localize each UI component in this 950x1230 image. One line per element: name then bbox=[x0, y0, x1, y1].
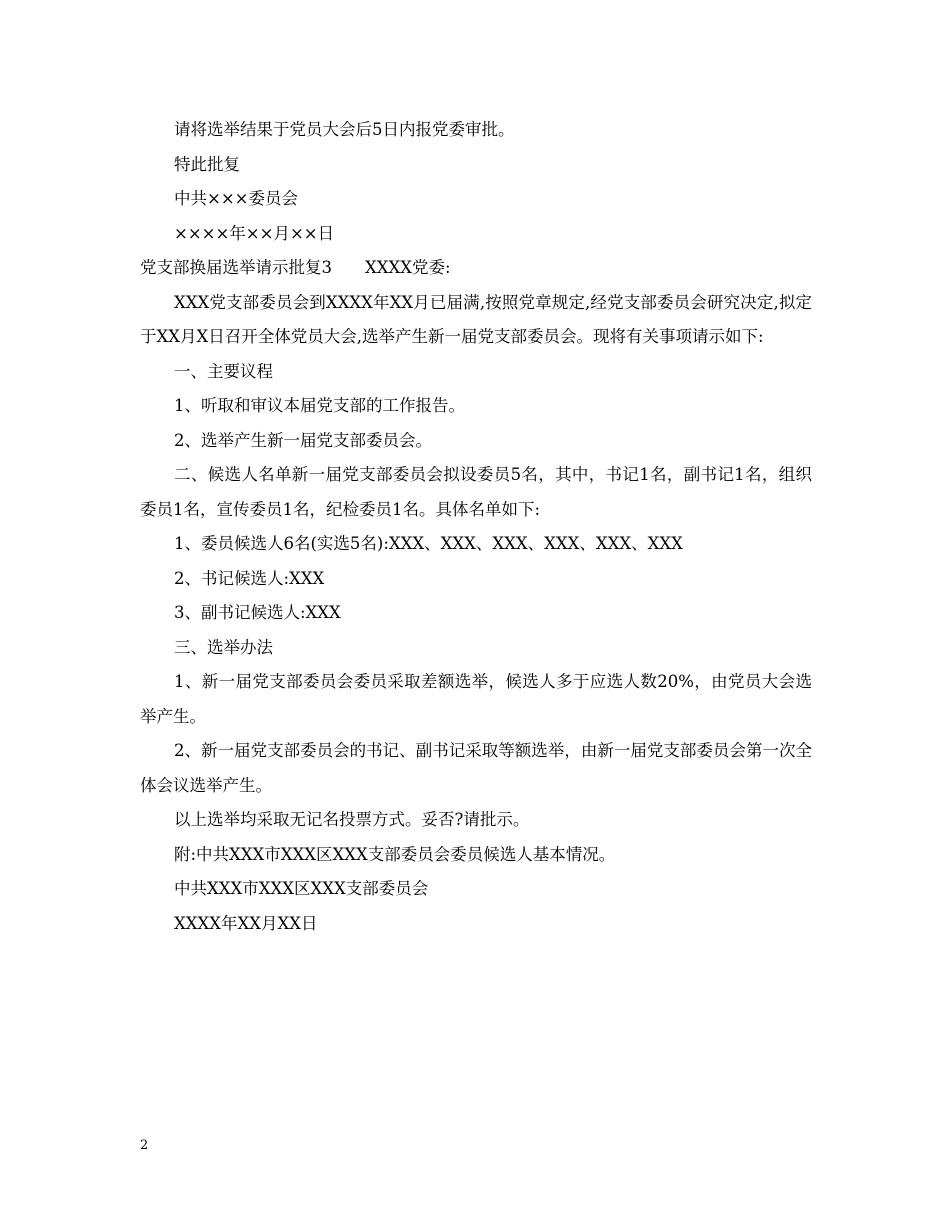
paragraph-issuer-committee: 中共×××委员会 bbox=[174, 189, 298, 208]
paragraph-election-method-heading: 三、选举办法 bbox=[174, 637, 273, 657]
document-body bbox=[140, 113, 812, 941]
paragraph-issue-date: ××××年××月××日 bbox=[174, 223, 335, 243]
paragraph-candidate-secretary: 2、书记候选人:XXX bbox=[174, 568, 325, 588]
paragraph-agenda-heading: 一、主要议程 bbox=[174, 361, 273, 381]
paragraph-candidates-heading: 二、候选人名单新一届党支部委员会拟设委员5名，其中，书记1名，副书记1名，组织委员1名，宣传委员1名，纪检委员1名。具体名单如下: bbox=[140, 465, 812, 519]
paragraph-agenda-item-2: 2、选举产生新一届党支部委员会。 bbox=[174, 430, 432, 450]
paragraph-ballot-method: 以上选举均采取无记名投票方式。妥否?请批示。 bbox=[174, 810, 530, 829]
paragraph-hereby-reply: 特此批复 bbox=[174, 154, 240, 174]
paragraph-signature-date: XXXX年XX月XX日 bbox=[174, 913, 318, 933]
paragraph-election-method-2: 2、新一届党支部委员会的书记、副书记采取等额选举，由新一届党支部委员会第一次全体会议选举产生。 bbox=[140, 741, 812, 795]
paragraph-agenda-item-1: 1、听取和审议本届党支部的工作报告。 bbox=[174, 396, 465, 415]
paragraph-candidate-deputy-secretary: 3、副书记候选人:XXX bbox=[174, 603, 341, 622]
paragraph-attachment: 附:中共XXX市XXX区XXX支部委员会委员候选人基本情况。 bbox=[174, 844, 616, 864]
paragraph-signatory: 中共XXX市XXX区XXX支部委员会 bbox=[174, 879, 429, 898]
paragraph-submit-results: 请将选举结果于党员大会后5日内报党委审批。 bbox=[174, 120, 515, 139]
paragraph-section-title: 党支部换届选举请示批复3 XXXX党委: bbox=[140, 258, 451, 277]
paragraph-candidate-members: 1、委员候选人6名(实选5名):XXX、XXX、XXX、XXX、XXX、XXX bbox=[174, 534, 683, 553]
paragraph-request-intro: XXX党支部委员会到XXXX年XX月已届满,按照党章规定,经党支部委员会研究决定,拟定于XX月X日召开全体党员大会,选举产生新一届党支部委员会。现将有关事项请示如下: bbox=[140, 292, 812, 346]
paragraph-election-method-1: 1、新一届党支部委员会委员采取差额选举，候选人多于应选人数20%，由党员大会选举产生。 bbox=[140, 672, 812, 726]
page-number: 2 bbox=[140, 1138, 149, 1153]
